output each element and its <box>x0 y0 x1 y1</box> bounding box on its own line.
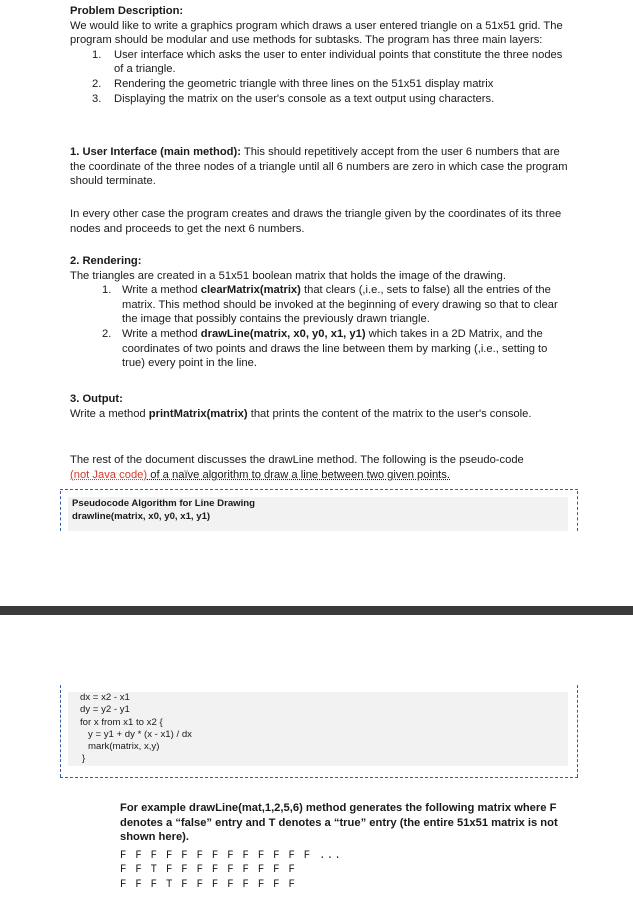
matrix-row: F F F F F F F F F F F F F ... <box>120 849 343 862</box>
section3-heading: 3. Output: <box>70 393 123 405</box>
code-line: dy = y2 - y1 <box>80 704 130 716</box>
problem-intro: We would like to write a graphics program which draws a user entered triangle on a 51x51 grid. The program should be modular and use methods for subtasks. The program has three main layers: <box>70 19 563 47</box>
section-user-interface <box>70 145 570 189</box>
list-item: 2. Write a method drawLine(matrix, x0, y0, x1, y1) which takes in a 2D Matrix, and the coordinates of two points and draws the line between them by marking (,i.e., setting to true) every point in the line. <box>102 327 548 370</box>
matrix-row: F F F T F F F F F F F F <box>120 878 297 891</box>
section-rendering <box>70 254 570 371</box>
code-line: y = y1 + dy * (x - x1) / dx <box>88 728 192 740</box>
code-box-right-border <box>577 491 578 531</box>
section-output <box>70 392 570 421</box>
page-separator <box>0 606 633 615</box>
problem-description <box>70 4 570 106</box>
code-box-right-border <box>577 685 578 777</box>
code-box-left-border <box>60 685 61 777</box>
code-line: dx = x2 - x1 <box>80 692 130 703</box>
code-box-bottom-border <box>60 777 578 778</box>
section1-para2: In every other case the program creates and draws the triangle given by the coordinates of its three nodes and proceeds to get the next 6 numbers. <box>70 208 562 235</box>
pseudocode-signature: drawline(matrix, x0, y0, x1, y1) <box>72 511 211 522</box>
section1-heading: 1. User Interface (main method): <box>70 146 241 158</box>
code-line: for x from x1 to x2 { <box>80 716 163 728</box>
example-matrix <box>120 849 570 893</box>
rendering-list <box>70 283 570 371</box>
pseudocode-header <box>68 497 568 531</box>
list-item: 2. Rendering the geometric triangle with three lines on the 51x51 display matrix <box>92 77 494 90</box>
code-line: mark(matrix, x,y) <box>88 741 160 753</box>
document-page-bottom <box>0 615 633 903</box>
list-item: 3. Displaying the matrix on the user's console as a text output using characters. <box>92 92 495 105</box>
problem-heading: Problem Description: <box>70 5 184 17</box>
code-line: } <box>82 753 86 765</box>
rest-paragraph: The rest of the document discusses the drawLine method. The following is the pseudo-code (not Java code) of a naïve algorithm to draw a line between two given points. <box>70 454 524 481</box>
pseudocode-body <box>68 692 568 766</box>
code-box-top-border <box>60 489 578 490</box>
section3-text: Write a method printMatrix(matrix) that prints the content of the matrix to the user's console. <box>70 407 532 420</box>
section2-intro: The triangles are created in a 51x51 boolean matrix that holds the image of the drawing. <box>70 269 506 282</box>
layers-list <box>70 48 570 106</box>
pseudocode-title: Pseudocode Algorithm for Line Drawing <box>72 498 256 509</box>
list-item: 1. Write a method clearMatrix(matrix) that clears (,i.e., sets to false) all the entries of the matrix. This method should be invoked at the beginning of every drawing so that to clear the image that possibly contains the previously drawn triangle. <box>102 284 558 326</box>
matrix-row: F F T F F F F F F F F F <box>120 864 297 877</box>
not-java-note: (not Java code) <box>70 468 148 481</box>
code-box-left-border <box>60 491 61 531</box>
example-section <box>120 801 570 893</box>
section2-heading: 2. Rendering: <box>70 255 142 267</box>
section1-paragraph: 1. User Interface (main method): This should repetitively accept from the user 6 numbers that are the coordinate of the three nodes of a triangle until all 6 numbers are zero in which case the program should terminate. <box>70 146 568 188</box>
list-item: 1. User interface which asks the user to enter individual points that constitute the three nodes of a triangle. <box>92 48 563 76</box>
example-text: For example drawLine(mat,1,2,5,6) method generates the following matrix where F denotes a “false” entry and T denotes a “true” entry (the entire 51x51 matrix is not shown here). <box>120 802 558 844</box>
